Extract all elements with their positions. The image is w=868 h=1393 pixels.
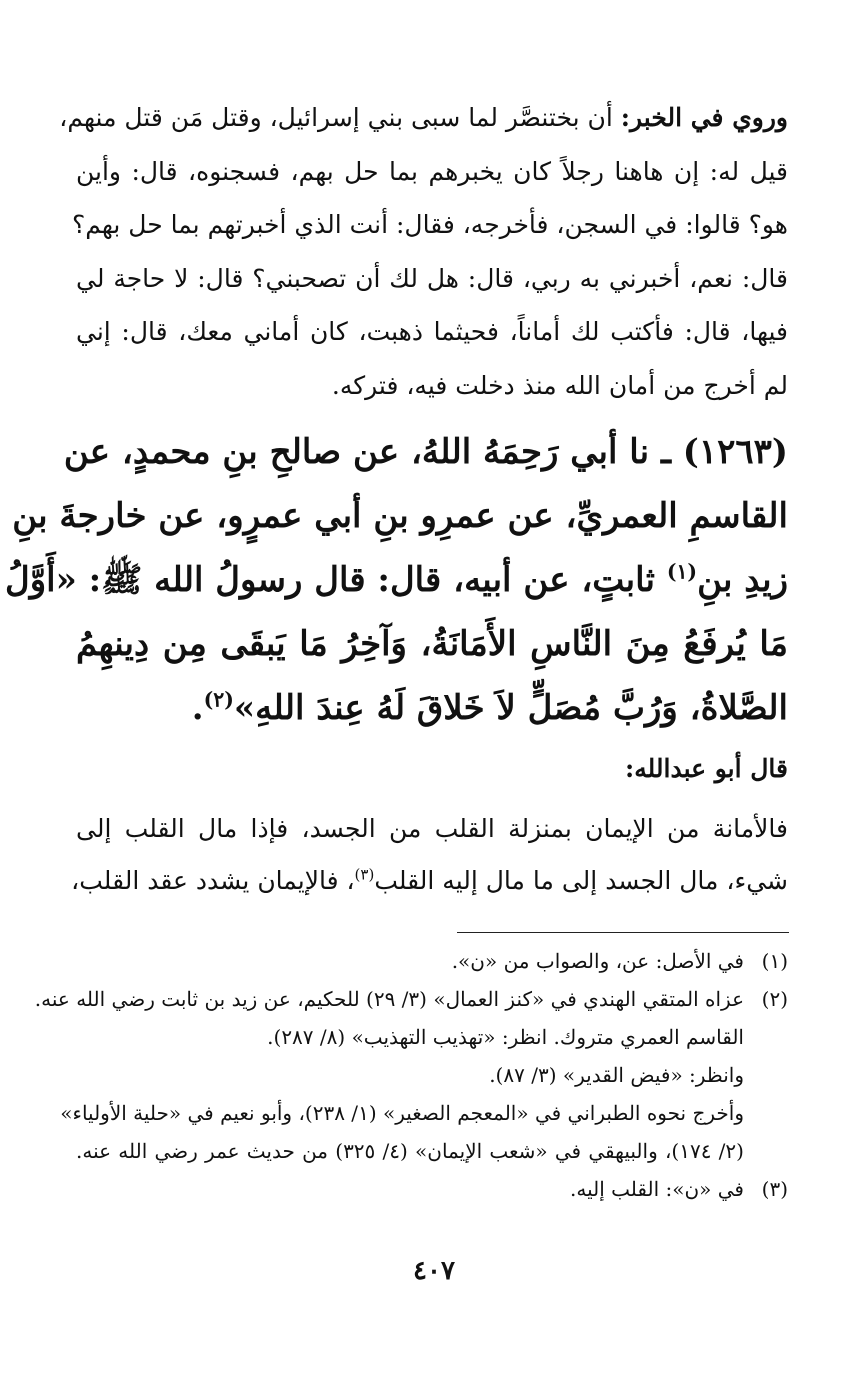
commentary-heading: قال أبو عبدالله: xyxy=(624,754,788,783)
hadith-text xyxy=(5,420,788,740)
footnote-2-line: (٢/ ١٧٤)، والبيهقي في «شعب الإيمان» (٤/ ٣٢٥) من حديث عمر رضي الله عنه. xyxy=(76,1139,744,1163)
hadith-line: القاسمِ العمريِّ، عن عمرِو بنِ أبي عمرٍو، عن خارجةَ بنِ xyxy=(12,496,788,536)
footnote-2-line: وأخرج نحوه الطبراني في «المعجم الصغير» (١/ ٢٣٨)، وأبو نعيم في «حلية الأولياء» xyxy=(60,1101,744,1125)
footnote-2: (٢)عزاه المتقي الهندي في «كنز العمال» (٣/ ٢٩) للحكيم، عن زيد بن ثابت رضي الله عنه. xyxy=(34,987,788,1011)
footnote-2-line: القاسم العمري متروك. انظر: «تهذيب التهذيب» (٨/ ٢٨٧). xyxy=(267,1025,744,1049)
hadith-line: مَا يُرفَعُ مِنَ النَّاسِ الأَمَانَةُ، وَآخِرُ مَا يَبقَى مِن دِينهِمُ xyxy=(76,624,788,664)
narration-line: قيل له: إن هاهنا رجلاً كان يخبرهم بما حل بهم، فسجنوه، قال: وأين xyxy=(76,156,788,186)
footnote-2-line: وانظر: «فيض القدير» (٣/ ٨٧). xyxy=(489,1063,744,1087)
hadith-line: الصَّلاةُ، وَرُبَّ مُصَلٍّ لاَ خَلاقَ لَهُ عِندَ اللهِ»$^{(٢)}$. xyxy=(191,687,788,728)
narration-line: قال: نعم، أخبرني به ربي، قال: هل لك أن تصحبني؟ قال: لا حاجة لي xyxy=(76,263,788,293)
footnote-1: (١)في الأصل: عن، والصواب من «ن». xyxy=(451,949,788,973)
commentary-line: فالأمانة من الإيمان بمنزلة القلب من الجسد، فإذا مال القلب إلى xyxy=(76,814,788,843)
footnotes xyxy=(34,942,788,1208)
footnote-separator xyxy=(457,932,789,933)
commentary-line: شيء، مال الجسد إلى ما مال إليه القلب$^{(٣)}$، فالإيمان يشدد عقد القلب، xyxy=(71,865,788,895)
narration-line: لم أخرج من أمان الله منذ دخلت فيه، فتركه. xyxy=(331,370,788,400)
footnote-3: (٣)في «ن»: القلب إليه. xyxy=(570,1177,788,1201)
commentary-paragraph xyxy=(71,803,788,907)
narration-line: وروي في الخبر: أن بختنصَّر لما سبى بني إسرائيل، وقتل مَن قتل منهم، xyxy=(59,103,788,132)
footnote-marker: (٣) xyxy=(354,865,375,884)
footnote-marker: (١) xyxy=(666,559,698,584)
narration-paragraph xyxy=(59,91,788,412)
narration-lead: وروي في الخبر: xyxy=(620,103,788,132)
hadith-line: (١٢٦٣) ـ نا أبي رَحِمَهُ اللهُ، عن صالحِ بنِ محمدٍ، عن xyxy=(63,432,788,472)
footnote-marker: (٢) xyxy=(203,687,234,712)
page-number: ٤٠٧ xyxy=(413,1256,455,1286)
narration-line: هو؟ قالوا: في السجن، فأخرجه، فقال: أنت الذي أخبرتهم بما حل بهم؟ xyxy=(71,210,788,239)
hadith-line: زيدِ بنِ$^{(١)}$ ثابتٍ، عن أبيه، قال: قال رسولُ الله ﷺ: «أَوَّلُ xyxy=(5,559,788,600)
commentary-heading-wrap xyxy=(76,745,788,793)
narration-line: فيها، قال: فأكتب لك أماناً، فحيثما ذهبت، كان أماني معك، قال: إني xyxy=(76,317,788,346)
